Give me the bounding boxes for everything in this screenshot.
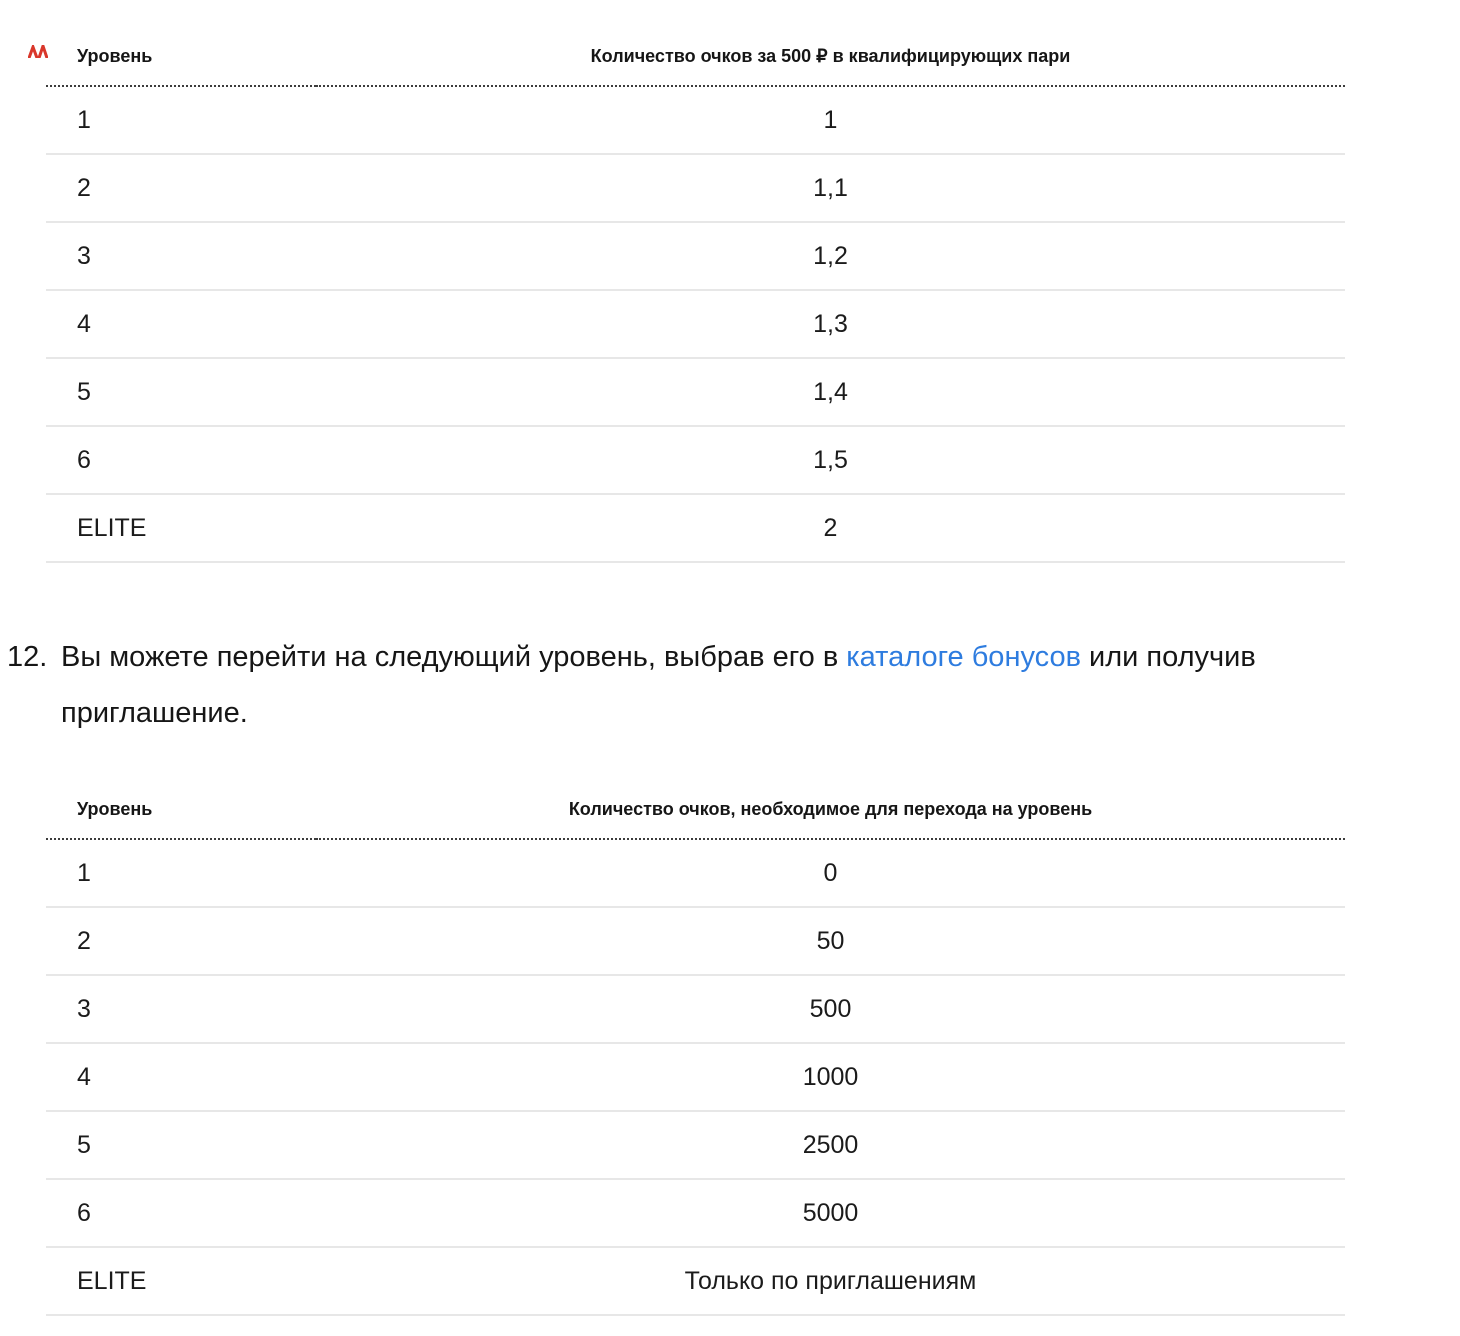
- level-cell: 4: [46, 1043, 316, 1111]
- value-cell: 1,4: [316, 358, 1345, 426]
- column-header-points-to-level: Количество очков, необходимое для перехода на уровень: [316, 798, 1345, 839]
- value-cell: 1,2: [316, 222, 1345, 290]
- table-row: [46, 290, 1345, 358]
- table-row: [46, 907, 1345, 975]
- column-header-points-per-bet: Количество очков за 500 ₽ в квалифицирующих пари: [316, 45, 1345, 86]
- table-row: [46, 86, 1345, 154]
- value-cell: 5000: [316, 1179, 1345, 1247]
- value-cell: 1,5: [316, 426, 1345, 494]
- table-row: [46, 358, 1345, 426]
- level-cell: 5: [46, 1111, 316, 1179]
- level-cell: 6: [46, 426, 316, 494]
- column-header-level: Уровень: [46, 798, 316, 839]
- value-cell: 1,3: [316, 290, 1345, 358]
- level-cell: 1: [46, 839, 316, 907]
- table-row: [46, 222, 1345, 290]
- rule-item-text: [61, 629, 1343, 741]
- points-per-bet-table: [46, 45, 1345, 563]
- list-item-number: 12.: [7, 641, 48, 673]
- value-cell: 2: [316, 494, 1345, 562]
- points-to-level-table-wrap: [46, 798, 1345, 1316]
- table-row: [46, 1043, 1345, 1111]
- level-cell: 6: [46, 1179, 316, 1247]
- level-cell: 3: [46, 222, 316, 290]
- level-cell: ELITE: [46, 494, 316, 562]
- level-cell: 2: [46, 154, 316, 222]
- table-header-row: [46, 45, 1345, 86]
- value-cell: 500: [316, 975, 1345, 1043]
- level-cell: 3: [46, 975, 316, 1043]
- table-row: [46, 1179, 1345, 1247]
- value-cell: 50: [316, 907, 1345, 975]
- table-row: [46, 839, 1345, 907]
- level-cell: 4: [46, 290, 316, 358]
- value-cell: 2500: [316, 1111, 1345, 1179]
- value-cell: 1: [316, 86, 1345, 154]
- page: [0, 45, 1460, 1336]
- level-cell: 1: [46, 86, 316, 154]
- red-cutoff-mark-icon: [28, 45, 48, 58]
- value-cell: 0: [316, 839, 1345, 907]
- points-to-level-table: [46, 798, 1345, 1316]
- table-row: [46, 494, 1345, 562]
- table-header-row: [46, 798, 1345, 839]
- rule-item-12: [7, 629, 1460, 741]
- column-header-level: Уровень: [46, 45, 316, 86]
- value-cell: Только по приглашениям: [316, 1247, 1345, 1315]
- text-before-link: Вы можете перейти на следующий уровень, выбрав его в: [61, 641, 847, 673]
- level-cell: ELITE: [46, 1247, 316, 1315]
- table-row: [46, 154, 1345, 222]
- level-cell: 2: [46, 907, 316, 975]
- value-cell: 1,1: [316, 154, 1345, 222]
- text-after-link: или получив приглашение.: [61, 641, 1256, 729]
- level-cell: 5: [46, 358, 316, 426]
- points-per-bet-table-wrap: [46, 45, 1345, 563]
- value-cell: 1000: [316, 1043, 1345, 1111]
- table-row: [46, 1247, 1345, 1315]
- table-row: [46, 1111, 1345, 1179]
- bonus-catalog-link[interactable]: каталоге бонусов: [846, 641, 1081, 673]
- table-row: [46, 975, 1345, 1043]
- table-row: [46, 426, 1345, 494]
